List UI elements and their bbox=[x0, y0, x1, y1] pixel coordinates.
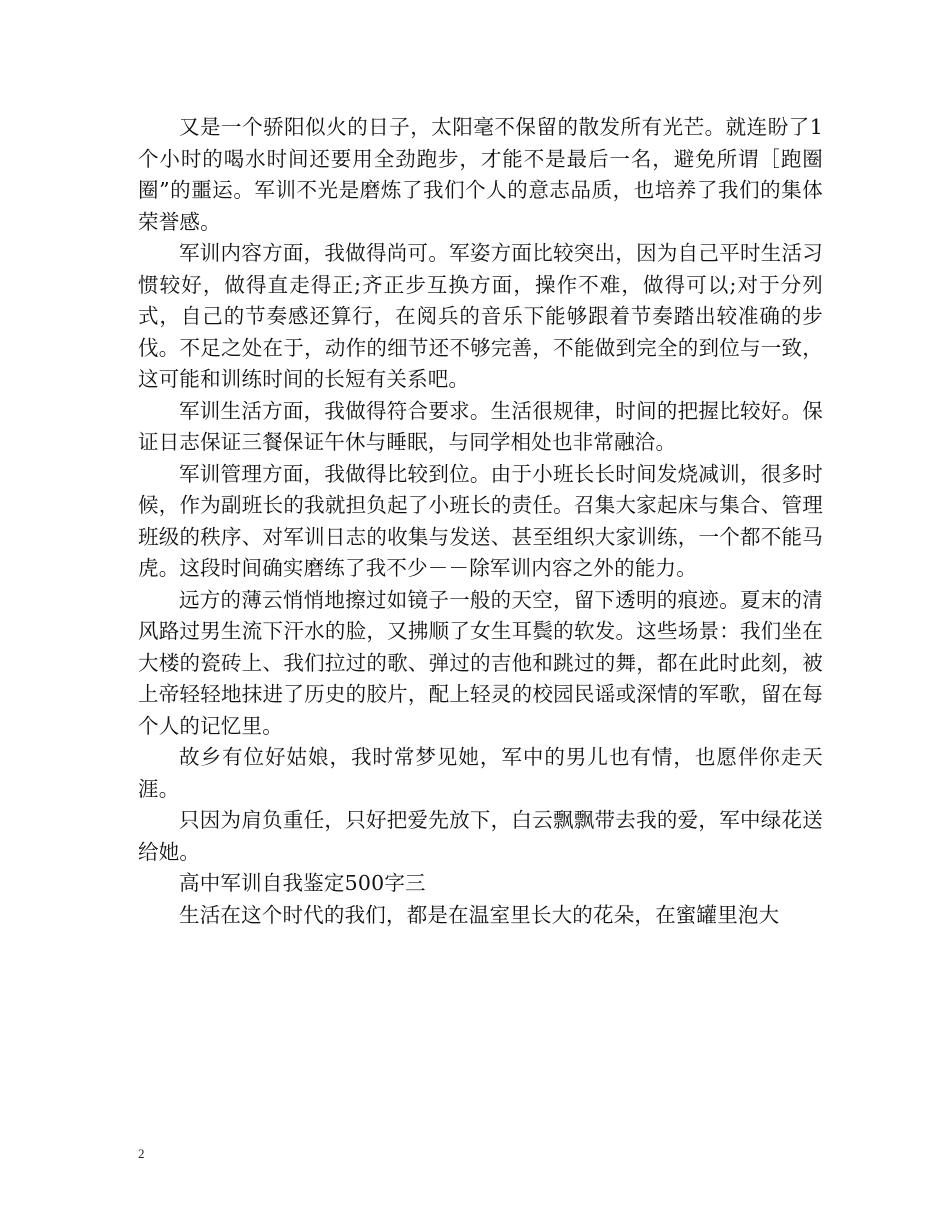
section-heading: 高中军训自我鉴定500字三 bbox=[179, 871, 426, 895]
paragraph: 远方的薄云悄悄地擦过如镜子一般的天空，留下透明的痕迹。夏末的清风路过男生流下汗水的脸，又拂顺了女生耳鬓的软发。这些场景：我们坐在大楼的瓷砖上、我们拉过的歌、弹过的吉他和跳过的舞，都在此时此刻，被上帝轻轻地抹进了历史的胶片，配上轻灵的校园民谣或深情的军歌，留在每个人的记忆里。 bbox=[138, 587, 823, 738]
paragraph: 军训生活方面，我做得符合要求。生活很规律，时间的把握比较好。保证日志保证三餐保证午休与睡眠，与同学相处也非常融洽。 bbox=[138, 398, 823, 454]
page-number: 2 bbox=[138, 1146, 145, 1161]
paragraph: 生活在这个时代的我们，都是在温室里长大的花朵，在蜜罐里泡大 bbox=[179, 902, 780, 927]
paragraph: 军训内容方面，我做得尚可。军姿方面比较突出，因为自己平时生活习惯较好，做得直走得正;齐正步互换方面，操作不难，做得可以;对于分列式，自己的节奏感还算行，在阅兵的音乐下能够跟着节奏踏出较准确的步伐。不足之处在于，动作的细节还不够完善，不能做到完全的到位与一致，这可能和训练时间的长短有关系吧。 bbox=[138, 241, 823, 391]
document-body bbox=[138, 112, 823, 931]
paragraph: 故乡有位好姑娘，我时常梦见她，军中的男儿也有情，也愿伴你走天涯。 bbox=[138, 745, 823, 801]
paragraph: 又是一个骄阳似火的日子，太阳毫不保留的散发所有光芒。就连盼了1个小时的喝水时间还要用全劲跑步，才能不是最后一名，避免所谓［跑圈圈”的噩运。军训不光是磨炼了我们个人的意志品质，也培养了我们的集体荣誉感。 bbox=[138, 115, 823, 234]
paragraph: 军训管理方面，我做得比较到位。由于小班长长时间发烧减训，很多时候，作为副班长的我就担负起了小班长的责任。召集大家起床与集合、管理班级的秩序、对军训日志的收集与发送、甚至组织大家训练，一个都不能马虎。这段时间确实磨练了我不少－－除军训内容之外的能力。 bbox=[138, 461, 823, 580]
paragraph: 只因为肩负重任，只好把爱先放下，白云飘飘带去我的爱，军中绿花送给她。 bbox=[138, 808, 823, 864]
